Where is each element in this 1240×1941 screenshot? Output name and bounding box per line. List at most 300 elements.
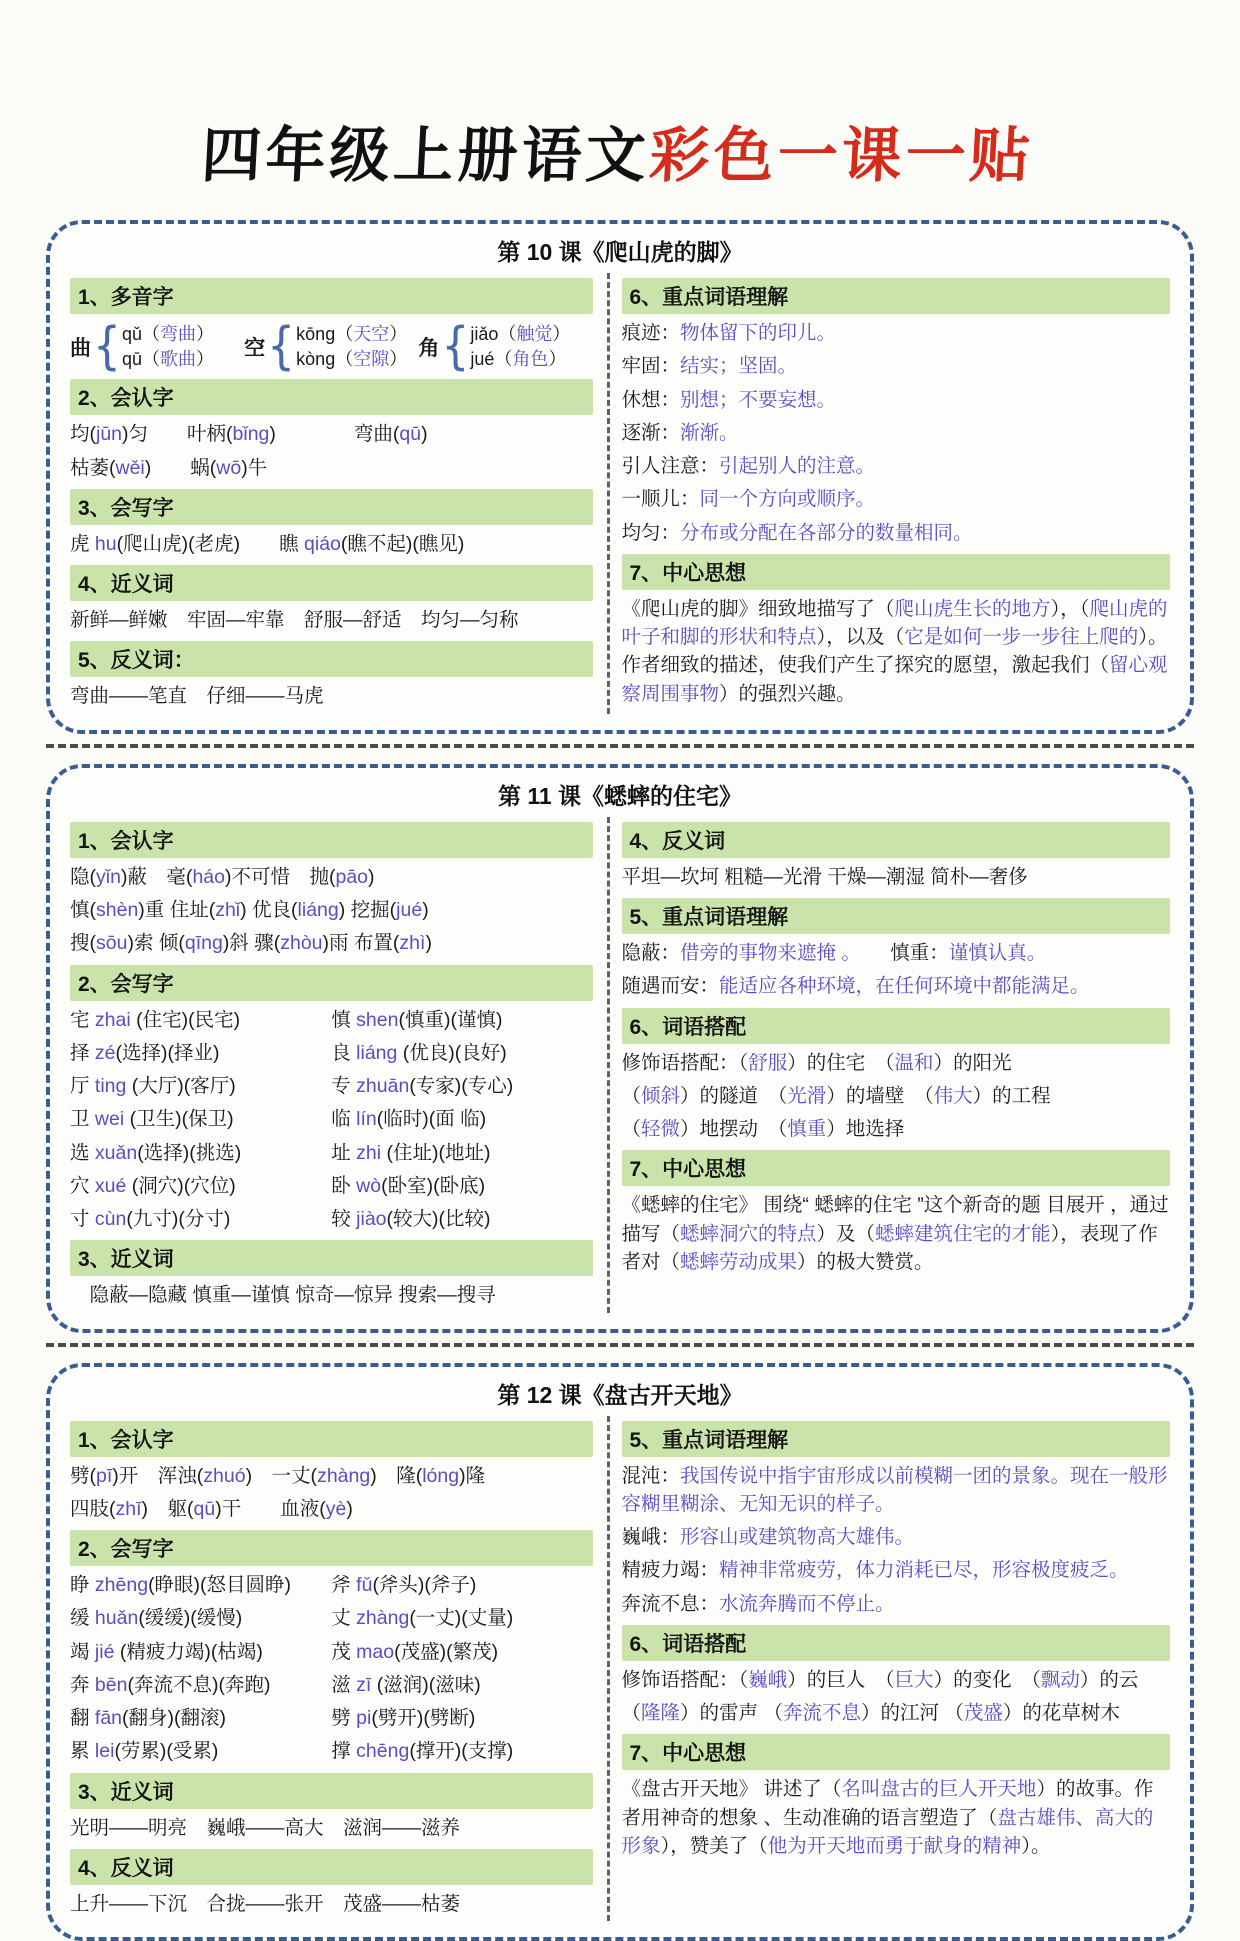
text-segment: (斧头)(斧子): [372, 1574, 477, 1597]
pair-left: [70, 1006, 331, 1034]
lesson-section: [46, 1363, 1194, 1941]
content-row: [70, 1495, 593, 1523]
page-title-red: 彩色一课一贴: [647, 121, 1036, 191]
text-segment: (睁眼)(怒目圆睁): [148, 1574, 292, 1597]
content-row: [70, 863, 593, 891]
right-column: [622, 1414, 1171, 1924]
text-segment: 光明——明亮 巍峨——高大 滋润——滋养: [70, 1816, 461, 1839]
text-segment: zhēng: [94, 1574, 149, 1597]
text-segment: 平坦—坎坷 粗糙—光滑 干燥—潮湿 简朴—奢侈: [621, 865, 1028, 888]
content-row: [622, 1666, 1171, 1694]
lesson-title: 第 10 课《爬山虎的脚》: [497, 239, 743, 265]
content-row: [622, 452, 1171, 480]
text-segment: ): [368, 865, 375, 888]
text-segment: (劈开)(劈断): [371, 1707, 476, 1730]
pair-left: [70, 1604, 331, 1632]
text-segment: ）的强烈兴趣。: [719, 682, 856, 705]
content-row-pair: [70, 1604, 593, 1632]
text-segment: 伟大: [933, 1084, 973, 1107]
text-segment: ) 挖掘(: [338, 898, 397, 921]
column-divider: [607, 273, 610, 714]
text-segment: 卧: [331, 1174, 357, 1197]
section-heading-bar: 5、重点词语理解: [622, 898, 1171, 934]
content-row-pair: [70, 1072, 593, 1100]
content-row: [70, 420, 593, 448]
text-segment: jué（: [470, 349, 513, 370]
pair-right: [331, 1006, 592, 1034]
text-segment: wō: [216, 456, 242, 479]
text-segment: 轻微: [641, 1118, 681, 1141]
text-segment: ) 躯(: [141, 1497, 194, 1520]
section-heading-bar: 1、多音字: [70, 278, 593, 314]
polyphone-reading: [296, 347, 407, 372]
pair-left: [70, 1704, 331, 1732]
section-heading-bar: 4、近义词: [70, 565, 593, 601]
section-heading-bar: 3、近义词: [70, 1773, 593, 1809]
text-segment: 选: [70, 1141, 95, 1164]
lesson-title: 第 11 课《蟋蟀的住宅》: [497, 782, 743, 809]
text-segment: qū: [399, 423, 422, 446]
section-heading-bar: 3、近义词: [70, 1240, 593, 1276]
pair-right: [331, 1039, 592, 1067]
text-segment: mao: [356, 1640, 395, 1663]
text-segment: 蟋蟀洞穴的特点: [680, 1222, 817, 1245]
text-segment: 奔流不息: [782, 1702, 861, 1725]
polyphone-group: [70, 317, 244, 376]
text-segment: (撑开)(支撑): [409, 1740, 514, 1763]
text-segment: ）的花草树木: [1002, 1702, 1120, 1725]
section-heading-bar: 1、会认字: [70, 822, 593, 858]
text-segment: fǔ: [356, 1574, 373, 1597]
text-segment: ) 隆(: [370, 1464, 423, 1487]
section-heading-bar: 2、会写字: [70, 1530, 593, 1566]
content-row: [622, 972, 1171, 1000]
text-segment: 巍峨：: [621, 1526, 681, 1549]
text-segment: kòng（: [296, 349, 354, 370]
section-heading-bar: 7、中心思想: [622, 1150, 1171, 1186]
text-segment: ): [422, 898, 429, 921]
text-segment: 滋: [331, 1673, 357, 1696]
pair-left: [70, 1571, 331, 1599]
text-segment: 专: [331, 1075, 357, 1098]
text-segment: (专家)(专心): [409, 1075, 514, 1098]
text-segment: 竭: [70, 1640, 95, 1663]
text-segment: 爬山虎生长的地方: [894, 597, 1051, 620]
text-segment: 混沌：: [621, 1464, 681, 1487]
text-segment: 《蟋蟀的住宅》 围绕“ 蟋蟀的住宅 ”这个新奇的题 目展开 ，通过描写（: [621, 1194, 1169, 1245]
section-separator: [46, 1343, 1194, 1347]
content-row: [622, 352, 1171, 380]
text-segment: ）及（: [816, 1222, 876, 1245]
left-column: [70, 1414, 593, 1924]
polyphone-readings: [470, 322, 570, 372]
content-row: [622, 1556, 1171, 1584]
text-segment: 新鲜—鲜嫩 牢固—牢靠 舒服—舒适 均匀—匀称: [70, 609, 519, 632]
text-segment: 良: [331, 1041, 357, 1064]
content-row: [70, 1814, 593, 1842]
text-segment: 蟋蟀劳动成果: [680, 1250, 798, 1273]
text-segment: liáng: [297, 898, 339, 921]
text-segment: 睁: [70, 1574, 95, 1597]
text-segment: pāo: [335, 865, 369, 888]
text-segment: （: [621, 1084, 642, 1107]
text-segment: ）的雷声 （: [680, 1702, 783, 1725]
text-segment: 四肢(: [70, 1497, 116, 1520]
section-heading-bar: 6、词语搭配: [622, 1008, 1171, 1044]
text-segment: 物体留下的印儿。: [680, 322, 837, 344]
text-segment: 歌曲: [160, 349, 197, 370]
text-segment: (爬山虎)(老虎) 瞧: [116, 532, 305, 555]
section-heading-bar: 2、会写字: [70, 965, 593, 1001]
section-heading-bar: 4、反义词: [622, 822, 1171, 858]
text-segment: 弯曲——笔直 仔细——马虎: [70, 685, 324, 708]
text-segment: 《爬山虎的脚》细致地描写了（: [621, 597, 895, 620]
lesson-section: [46, 220, 1194, 734]
text-segment: 触觉: [516, 324, 553, 344]
text-segment: )干 血液(: [215, 1497, 326, 1520]
text-segment: ）。作者细致的描述，使我们产生了探究的愿望，激起我们（: [621, 626, 1168, 677]
text-segment: 《盘古开天地》 讲述了（: [621, 1778, 842, 1801]
text-segment: ）的隧道 （: [680, 1084, 788, 1107]
text-segment: jué: [396, 898, 423, 921]
text-segment: jūn: [96, 423, 123, 446]
text-segment: (茂盛)(繁茂): [394, 1640, 499, 1663]
content-row: [622, 1191, 1171, 1276]
pair-left: [70, 1638, 331, 1666]
text-segment: zhai: [94, 1008, 131, 1031]
page-title-black: 四年级上册语文: [199, 121, 652, 191]
text-segment: 留心观察周围事物: [621, 654, 1168, 705]
content-row-pair: [70, 1638, 593, 1666]
text-segment: (优良)(良好): [397, 1041, 507, 1064]
left-column: [70, 815, 593, 1315]
text-segment: ) 弯曲(: [269, 423, 400, 446]
text-segment: 劈(: [70, 1464, 96, 1487]
content-row: [622, 419, 1171, 447]
text-segment: 光滑: [787, 1084, 827, 1107]
pair-right: [331, 1571, 592, 1599]
text-segment: chēng: [356, 1740, 410, 1763]
content-row: [622, 1462, 1171, 1519]
text-segment: (劳累)(受累): [114, 1740, 219, 1763]
content-row: [622, 1775, 1171, 1860]
text-segment: 牢固：: [621, 355, 681, 378]
text-segment: 隐蔽：: [621, 941, 681, 964]
polyphone-diagram: [70, 317, 593, 376]
text-segment: ) 一丈(: [245, 1464, 318, 1487]
text-segment: sōu: [96, 932, 128, 955]
text-segment: (一丈)(丈量): [409, 1607, 514, 1630]
text-segment: )雨 布置(: [322, 932, 400, 955]
text-segment: ）地摆动 （: [680, 1118, 788, 1141]
text-segment: ）: [548, 349, 567, 370]
pair-right: [331, 1139, 592, 1167]
text-segment: ): [425, 932, 432, 955]
text-segment: ）的墙壁 （: [826, 1084, 934, 1107]
text-segment: 隐(: [70, 865, 96, 888]
text-segment: )隆: [459, 1464, 486, 1487]
text-segment: bēn: [94, 1673, 128, 1696]
text-segment: zhi: [356, 1141, 382, 1164]
text-segment: ) 优良(: [240, 898, 298, 921]
column-divider: [607, 817, 610, 1313]
text-segment: 择: [70, 1041, 95, 1064]
text-segment: bǐng: [232, 423, 270, 446]
pair-right: [331, 1638, 592, 1666]
text-segment: 天空: [353, 324, 390, 344]
text-segment: wei: [94, 1108, 125, 1131]
text-segment: xué: [94, 1174, 127, 1197]
text-segment: 借旁的事物来遮掩 。: [680, 941, 852, 964]
text-segment: zhǐ: [215, 898, 241, 921]
polyphone-reading: [122, 347, 214, 372]
text-segment: ): [421, 423, 428, 446]
text-segment: )匀 叶柄(: [122, 423, 233, 446]
text-segment: ），以及（: [816, 626, 905, 649]
text-segment: )开 浑浊(: [112, 1464, 204, 1487]
text-segment: pī: [96, 1464, 113, 1487]
text-segment: zī: [356, 1673, 372, 1696]
text-segment: 名叫盘古的巨人开天地: [841, 1778, 1037, 1801]
text-segment: cùn: [94, 1208, 127, 1231]
text-segment: 舒服: [748, 1051, 788, 1074]
content-row: [70, 1462, 593, 1490]
text-segment: 虎: [70, 532, 95, 555]
text-segment: 飘动: [1040, 1668, 1080, 1691]
text-segment: 休想：: [621, 388, 681, 411]
text-segment: 结实；坚固。: [680, 355, 798, 378]
section-heading-bar: 1、会认字: [70, 1421, 593, 1457]
text-segment: (精疲力竭)(枯竭): [114, 1640, 263, 1663]
content-row: [622, 1523, 1171, 1551]
text-segment: yè: [325, 1497, 347, 1520]
text-segment: 缓: [70, 1607, 95, 1630]
text-segment: jié: [94, 1640, 115, 1663]
text-segment: 逐渐：: [621, 421, 681, 444]
text-segment: ）地选择: [826, 1118, 905, 1141]
text-segment: 慎: [331, 1008, 357, 1031]
text-segment: 茂: [331, 1640, 357, 1663]
section-heading-bar: 5、反义词：: [70, 641, 593, 677]
text-segment: zhī: [115, 1497, 142, 1520]
text-segment: 慎重：: [851, 941, 949, 964]
text-segment: 寸: [70, 1208, 95, 1231]
section-columns: [70, 1414, 1170, 1924]
polyphone-readings: [296, 322, 407, 372]
text-segment: 一顺儿：: [621, 488, 700, 511]
text-segment: hu: [94, 532, 117, 555]
content-row-pair: [70, 1139, 593, 1167]
pair-right: [331, 1105, 592, 1133]
text-segment: 劈: [331, 1707, 357, 1730]
text-segment: )不可惜 抛(: [224, 865, 336, 888]
content-row: [622, 519, 1171, 547]
lesson-sections-container: [46, 220, 1194, 1941]
content-row-pair: [70, 1172, 593, 1200]
polyphone-reading: [470, 322, 570, 347]
text-segment: ）的极大赞赏。: [797, 1250, 934, 1273]
text-segment: huǎn: [94, 1607, 139, 1630]
text-segment: qīng: [184, 932, 223, 955]
polyphone-reading: [122, 322, 214, 347]
text-segment: zhuān: [356, 1075, 410, 1098]
text-segment: zhòu: [280, 932, 323, 955]
content-row: [622, 863, 1171, 891]
right-column: [622, 815, 1171, 1315]
text-segment: qiáo: [304, 532, 341, 555]
content-row-pair: [70, 1039, 593, 1067]
pair-left: [70, 1671, 331, 1699]
section-heading-bar: 7、中心思想: [622, 554, 1171, 590]
content-row: [622, 1590, 1171, 1618]
text-segment: wò: [356, 1174, 382, 1197]
section-heading-bar: 5、重点词语理解: [622, 1421, 1171, 1457]
polyphone-character: 曲: [70, 337, 91, 361]
lesson-title: 第 12 课《盘古开天地》: [497, 1381, 743, 1408]
text-segment: 搜(: [70, 932, 96, 955]
text-segment: （: [621, 1702, 642, 1725]
text-segment: lóng: [422, 1464, 460, 1487]
text-segment: (瞧不起)(瞧见): [340, 532, 465, 555]
pair-right: [331, 1072, 592, 1100]
lesson-section: [46, 764, 1194, 1333]
text-segment: (翻身)(翻滚): [122, 1707, 227, 1730]
section-columns: [70, 815, 1170, 1315]
section-heading-bar: 3、会写字: [70, 489, 593, 525]
content-row-pair: [70, 1205, 593, 1233]
text-segment: yǐn: [96, 865, 121, 888]
text-segment: ): [346, 1497, 353, 1520]
text-segment: 水流奔腾而不停止。: [719, 1592, 895, 1615]
text-segment: (奔流不息)(奔跑): [127, 1673, 271, 1696]
text-segment: ）: [196, 324, 215, 344]
section-heading-bar: 6、词语搭配: [622, 1625, 1171, 1661]
text-segment: zhuó: [203, 1464, 246, 1487]
text-segment: 茂盛: [963, 1702, 1003, 1725]
text-segment: 撑: [331, 1740, 357, 1763]
pair-right: [331, 1172, 592, 1200]
content-row: [622, 1082, 1171, 1110]
text-segment: (卫生)(保卫): [124, 1108, 234, 1131]
content-row-pair: [70, 1006, 593, 1034]
section-heading-bar: 2、会认字: [70, 379, 593, 415]
left-column: [70, 271, 593, 716]
pair-left: [70, 1039, 331, 1067]
polyphone-reading: [296, 322, 407, 347]
content-row: [70, 896, 593, 924]
text-segment: 隐蔽—隐藏 慎重—谨慎 惊奇—惊异 搜索—搜寻: [70, 1284, 496, 1307]
text-segment: 蟋蟀建筑住宅的才能: [875, 1222, 1051, 1245]
text-segment: )蔽 毫(: [120, 865, 193, 888]
pair-right: [331, 1704, 592, 1732]
text-segment: (选择)(择业): [115, 1041, 220, 1064]
text-segment: qǔ（: [122, 324, 161, 344]
text-segment: ）: [389, 349, 408, 370]
text-segment: 渐渐。: [680, 421, 739, 444]
text-segment: ）的住宅 （: [787, 1051, 895, 1074]
text-segment: 丈: [331, 1607, 357, 1630]
text-segment: 累: [70, 1740, 95, 1763]
text-segment: )牛: [241, 456, 268, 479]
text-segment: （: [621, 1118, 642, 1141]
content-row: [622, 319, 1171, 347]
section-heading-bar: 4、反义词: [70, 1849, 593, 1885]
text-segment: ），（: [1050, 597, 1090, 620]
text-segment: 我国传说中指宇宙形成以前模糊一团的景象。现在一般形容糊里糊涂、无知无识的样子。: [621, 1464, 1168, 1515]
text-segment: qū（: [122, 349, 161, 370]
content-row: [70, 1281, 593, 1309]
content-row: [622, 595, 1171, 708]
content-row-pair: [70, 1105, 593, 1133]
text-segment: lín: [356, 1108, 377, 1131]
content-row: [70, 682, 593, 710]
text-segment: qū: [193, 1497, 216, 1520]
polyphone-character: 空: [244, 337, 266, 361]
text-segment: zhàng: [317, 1464, 371, 1487]
text-segment: 隆隆: [641, 1702, 681, 1725]
brace-glyph: {: [441, 317, 470, 376]
text-segment: 奔流不息：: [621, 1592, 720, 1615]
text-segment: 翻: [70, 1707, 95, 1730]
text-segment: 空隙: [353, 349, 390, 370]
content-row: [70, 1890, 593, 1918]
text-segment: 奔: [70, 1673, 95, 1696]
text-segment: (住址)(地址): [381, 1141, 491, 1164]
section-heading-bar: 6、重点词语理解: [622, 278, 1171, 314]
content-row: [622, 485, 1171, 513]
pair-left: [70, 1172, 331, 1200]
text-segment: 址: [331, 1141, 357, 1164]
text-segment: (滋润)(滋味): [371, 1673, 481, 1696]
text-segment: 精疲力竭：: [621, 1559, 720, 1582]
content-row-pair: [70, 1704, 593, 1732]
content-row: [622, 1699, 1171, 1727]
text-segment: háo: [192, 865, 225, 888]
text-segment: xuǎn: [94, 1141, 138, 1164]
text-segment: 均(: [70, 423, 96, 446]
pair-left: [70, 1139, 331, 1167]
text-segment: ）: [389, 324, 408, 344]
brace-glyph: {: [267, 317, 296, 376]
text-segment: 盘古雄伟、高大的形象: [621, 1806, 1154, 1858]
text-segment: (较大)(比较): [386, 1208, 491, 1231]
content-row: [622, 1115, 1171, 1143]
text-segment: 枯萎(: [70, 456, 116, 479]
text-segment: 它是如何一步一步往上爬的: [904, 626, 1139, 649]
text-segment: 均匀：: [621, 521, 681, 544]
text-segment: (缓缓)(缓慢): [138, 1607, 243, 1630]
polyphone-reading: [470, 347, 570, 372]
text-segment: liáng: [356, 1041, 398, 1064]
text-segment: 形容山或建筑物高大雄伟。: [680, 1526, 915, 1549]
polyphone-readings: [122, 322, 214, 372]
text-segment: (大厅)(客厅): [126, 1075, 236, 1098]
text-segment: zhàng: [356, 1607, 410, 1630]
text-segment: 弯曲: [160, 324, 197, 344]
content-row: [70, 606, 593, 634]
text-segment: ) 蜗(: [144, 456, 217, 479]
text-segment: 同一个方向或顺序。: [699, 488, 876, 511]
polyphone-group: [418, 317, 592, 376]
text-segment: 斧: [331, 1574, 357, 1597]
text-segment: 慎(: [70, 898, 96, 921]
text-segment: ）的故事。作者用神奇的想象 、生动准确的语言塑造了（: [621, 1778, 1154, 1829]
text-segment: 分布或分配在各部分的数量相同。: [680, 521, 973, 544]
section-heading-bar: 7、中心思想: [622, 1734, 1171, 1770]
text-segment: 宅: [70, 1008, 95, 1031]
text-segment: ）的江河 （: [860, 1702, 964, 1725]
text-segment: ting: [94, 1075, 127, 1098]
